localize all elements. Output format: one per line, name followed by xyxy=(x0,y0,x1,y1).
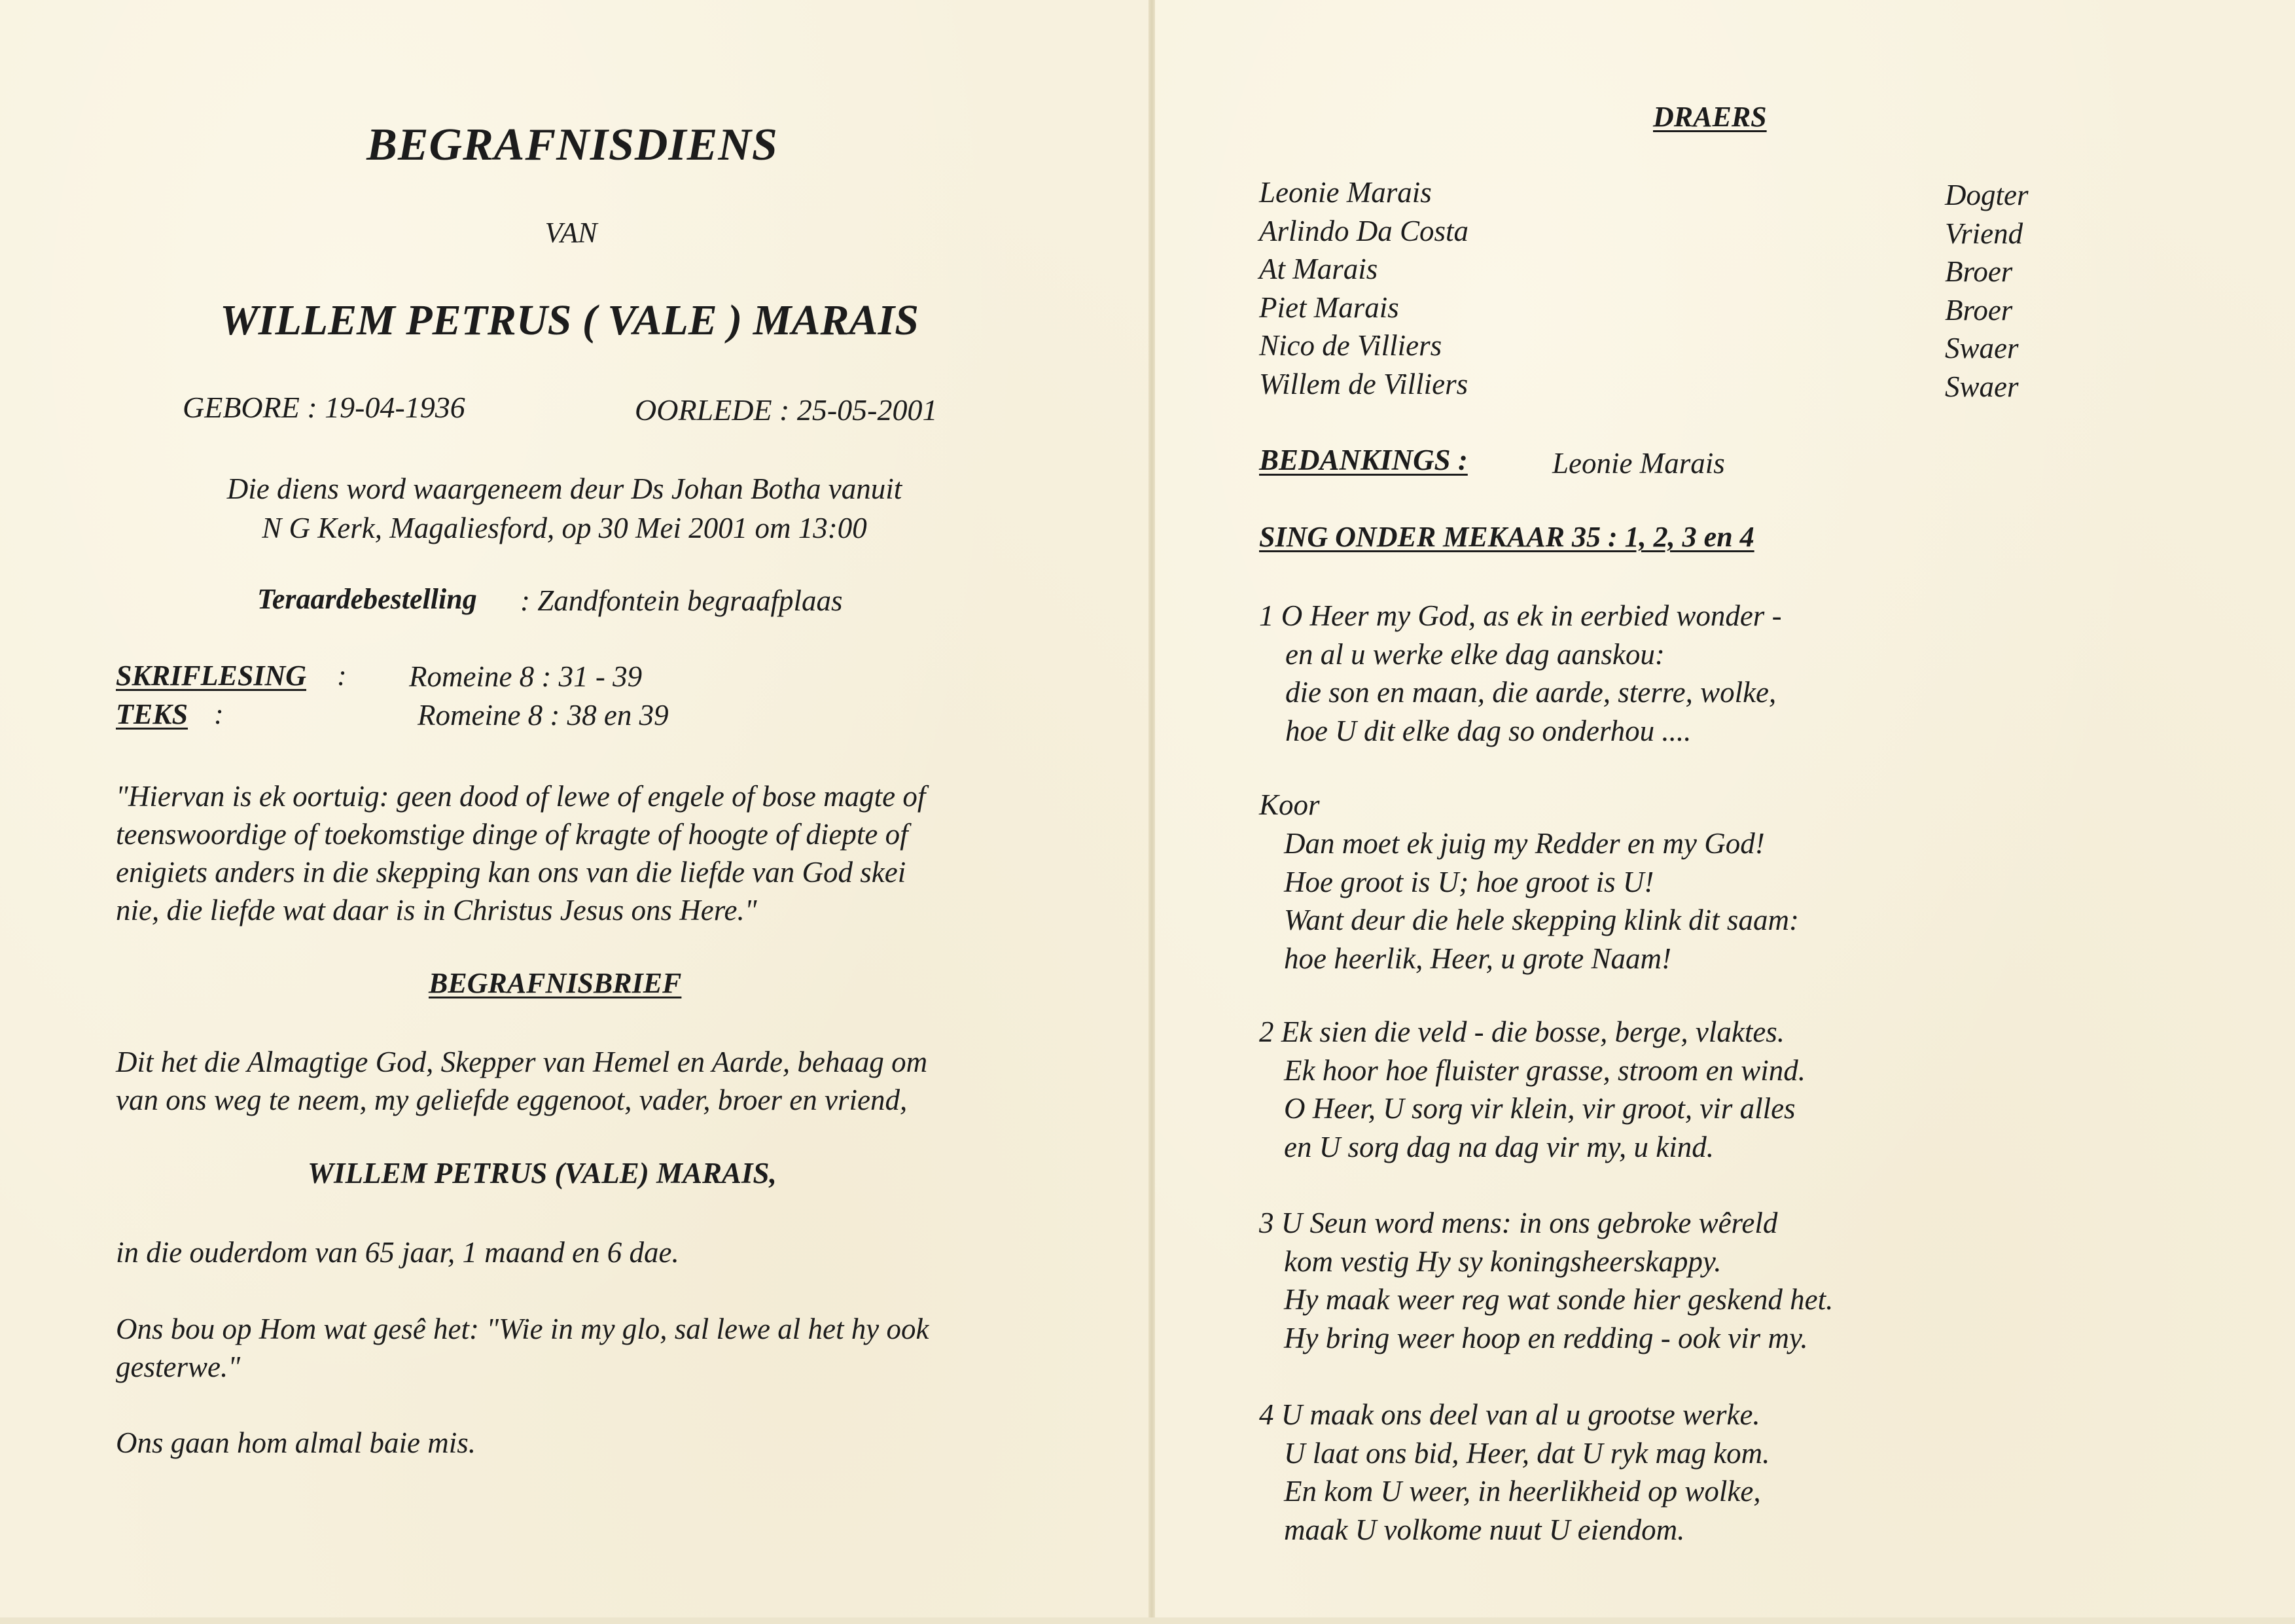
letter-heading: BEGRAFNISBRIEF xyxy=(429,967,682,999)
reading-value: Romeine 8 : 31 - 39 xyxy=(409,660,643,693)
verse-line: Ek hoor hoe fluister grasse, stroom en wind. xyxy=(1284,1053,1806,1087)
verse-line: 2 Ek sien die veld - die bosse, berge, vlaktes. xyxy=(1259,1015,1785,1048)
bearer-relation: Broer xyxy=(1945,293,2013,327)
bearer-name: Arlindo Da Costa xyxy=(1259,214,1469,247)
bearer-name: Piet Marais xyxy=(1259,291,1399,324)
verse-line: U laat ons bid, Heer, dat U ryk mag kom. xyxy=(1284,1436,1770,1470)
bearer-name: At Marais xyxy=(1259,253,1378,285)
service-line: N G Kerk, Magaliesford, op 30 Mei 2001 om 13:00 xyxy=(262,512,867,544)
chorus-line: Hoe groot is U; hoe groot is U! xyxy=(1284,865,1654,898)
bearers-heading: DRAERS xyxy=(1653,101,1767,133)
verse-line: en U sorg dag na dag vir my, u kind. xyxy=(1284,1130,1715,1163)
bearer-name: Nico de Villiers xyxy=(1259,329,1442,362)
bearer-name: Leonie Marais xyxy=(1259,176,1432,209)
hymn-verse-1 xyxy=(1259,597,1782,750)
chorus-label: Koor xyxy=(1259,788,1320,821)
verse-line: O Heer, U sorg vir klein, vir groot, vir alles xyxy=(1284,1092,1796,1125)
birth-date: GEBORE : 19-04-1936 xyxy=(183,391,465,424)
quote-line: "Hiervan is ek oortuig: geen dood of lewe of engele of bose magte of xyxy=(116,780,926,813)
thanks-label: BEDANKINGS : xyxy=(1259,444,1468,476)
letter-deceased-name: WILLEM PETRUS (VALE) MARAIS, xyxy=(308,1157,777,1190)
hymn-verse-3 xyxy=(1259,1204,1833,1357)
verse-line: 4 U maak ons deel van al u grootse werke. xyxy=(1259,1398,1760,1431)
verse-line: 1 O Heer my God, as ek in eerbied wonder - xyxy=(1259,599,1782,632)
chorus-line: Dan moet ek juig my Redder en my God! xyxy=(1284,827,1765,860)
verse-line: maak U volkome nuut U eiendom. xyxy=(1284,1513,1685,1546)
faith-statement xyxy=(116,1310,929,1386)
bearer-relation: Swaer xyxy=(1945,332,2019,364)
verse-line: die son en maan, die aarde, sterre, wolke, xyxy=(1285,676,1777,709)
verse-line: 3 U Seun word mens: in ons gebroke wêreld xyxy=(1259,1207,1778,1239)
hymn-chorus xyxy=(1284,824,1799,978)
quote-line: teenswoordige of toekomstige dinge of kragte of hoogte of diepte of xyxy=(116,818,908,851)
burial-value: : Zandfontein begraafplaas xyxy=(520,584,843,617)
text-value: Romeine 8 : 38 en 39 xyxy=(418,699,669,732)
page-fold xyxy=(1148,0,1155,1624)
verse-line: Hy bring weer hoop en redding - ook vir my. xyxy=(1284,1321,1808,1354)
bearer-relation: Swaer xyxy=(1945,370,2019,403)
service-details xyxy=(0,469,1148,548)
letter-body xyxy=(116,1043,927,1119)
van-label: VAN xyxy=(544,217,597,249)
paper-edge xyxy=(0,1617,2295,1624)
faith-line: gesterwe." xyxy=(116,1350,241,1383)
scripture-quote xyxy=(116,777,925,929)
verse-line: kom vestig Hy sy koningsheerskappy. xyxy=(1284,1244,1722,1278)
verse-line: Hy maak weer reg wat sonde hier geskend het. xyxy=(1284,1283,1834,1316)
faith-line: Ons bou op Hom wat gesê het: "Wie in my glo, sal lewe al het hy ook xyxy=(116,1313,929,1345)
document-title: BEGRAFNISDIENS xyxy=(366,120,778,170)
quote-line: enigiets anders in die skepping kan ons van die liefde van God skei xyxy=(116,856,906,889)
bearer-relation: Broer xyxy=(1945,255,2013,288)
burial-label: Teraardebestelling xyxy=(257,583,477,615)
reading-label: SKRIFLESING xyxy=(116,660,307,692)
bearer-relation: Dogter xyxy=(1945,179,2029,211)
letter-line: Dit het die Almagtige God, Skepper van Hemel en Aarde, behaag om xyxy=(116,1046,928,1078)
reading-separator: : xyxy=(337,660,347,692)
bearer-name: Willem de Villiers xyxy=(1259,367,1468,400)
bearer-relation: Vriend xyxy=(1945,217,2023,250)
text-label: TEKS xyxy=(116,698,188,730)
letter-line: van ons weg te neem, my geliefde eggenoot, vader, broer en vriend, xyxy=(116,1084,908,1116)
text-separator: : xyxy=(214,698,224,730)
verse-line: hoe U dit elke dag so onderhou .... xyxy=(1285,714,1692,747)
closing-line: Ons gaan hom almal baie mis. xyxy=(116,1426,476,1459)
death-date: OORLEDE : 25-05-2001 xyxy=(635,393,938,427)
age-line: in die ouderdom van 65 jaar, 1 maand en 6 dae. xyxy=(116,1236,679,1269)
hymn-heading: SING ONDER MEKAAR 35 : 1, 2, 3 en 4 xyxy=(1259,521,1754,553)
bearers-relations xyxy=(1945,176,2029,406)
quote-line: nie, die liefde wat daar is in Christus Jesus ons Here." xyxy=(116,894,757,927)
verse-line: En kom U weer, in heerlikheid op wolke, xyxy=(1284,1475,1761,1508)
hymn-verse-4 xyxy=(1259,1396,1770,1549)
thanks-value: Leonie Marais xyxy=(1552,447,1725,480)
hymn-verse-2 xyxy=(1259,1013,1806,1166)
deceased-name: WILLEM PETRUS ( VALE ) MARAIS xyxy=(220,296,919,344)
verse-line: en al u werke elke dag aanskou: xyxy=(1285,637,1665,671)
bearers-names xyxy=(1259,173,1468,403)
chorus-line: Want deur die hele skepping klink dit saam: xyxy=(1284,904,1799,936)
service-line: Die diens word waargeneem deur Ds Johan Botha vanuit xyxy=(226,472,902,505)
chorus-line: hoe heerlik, Heer, u grote Naam! xyxy=(1284,942,1671,975)
